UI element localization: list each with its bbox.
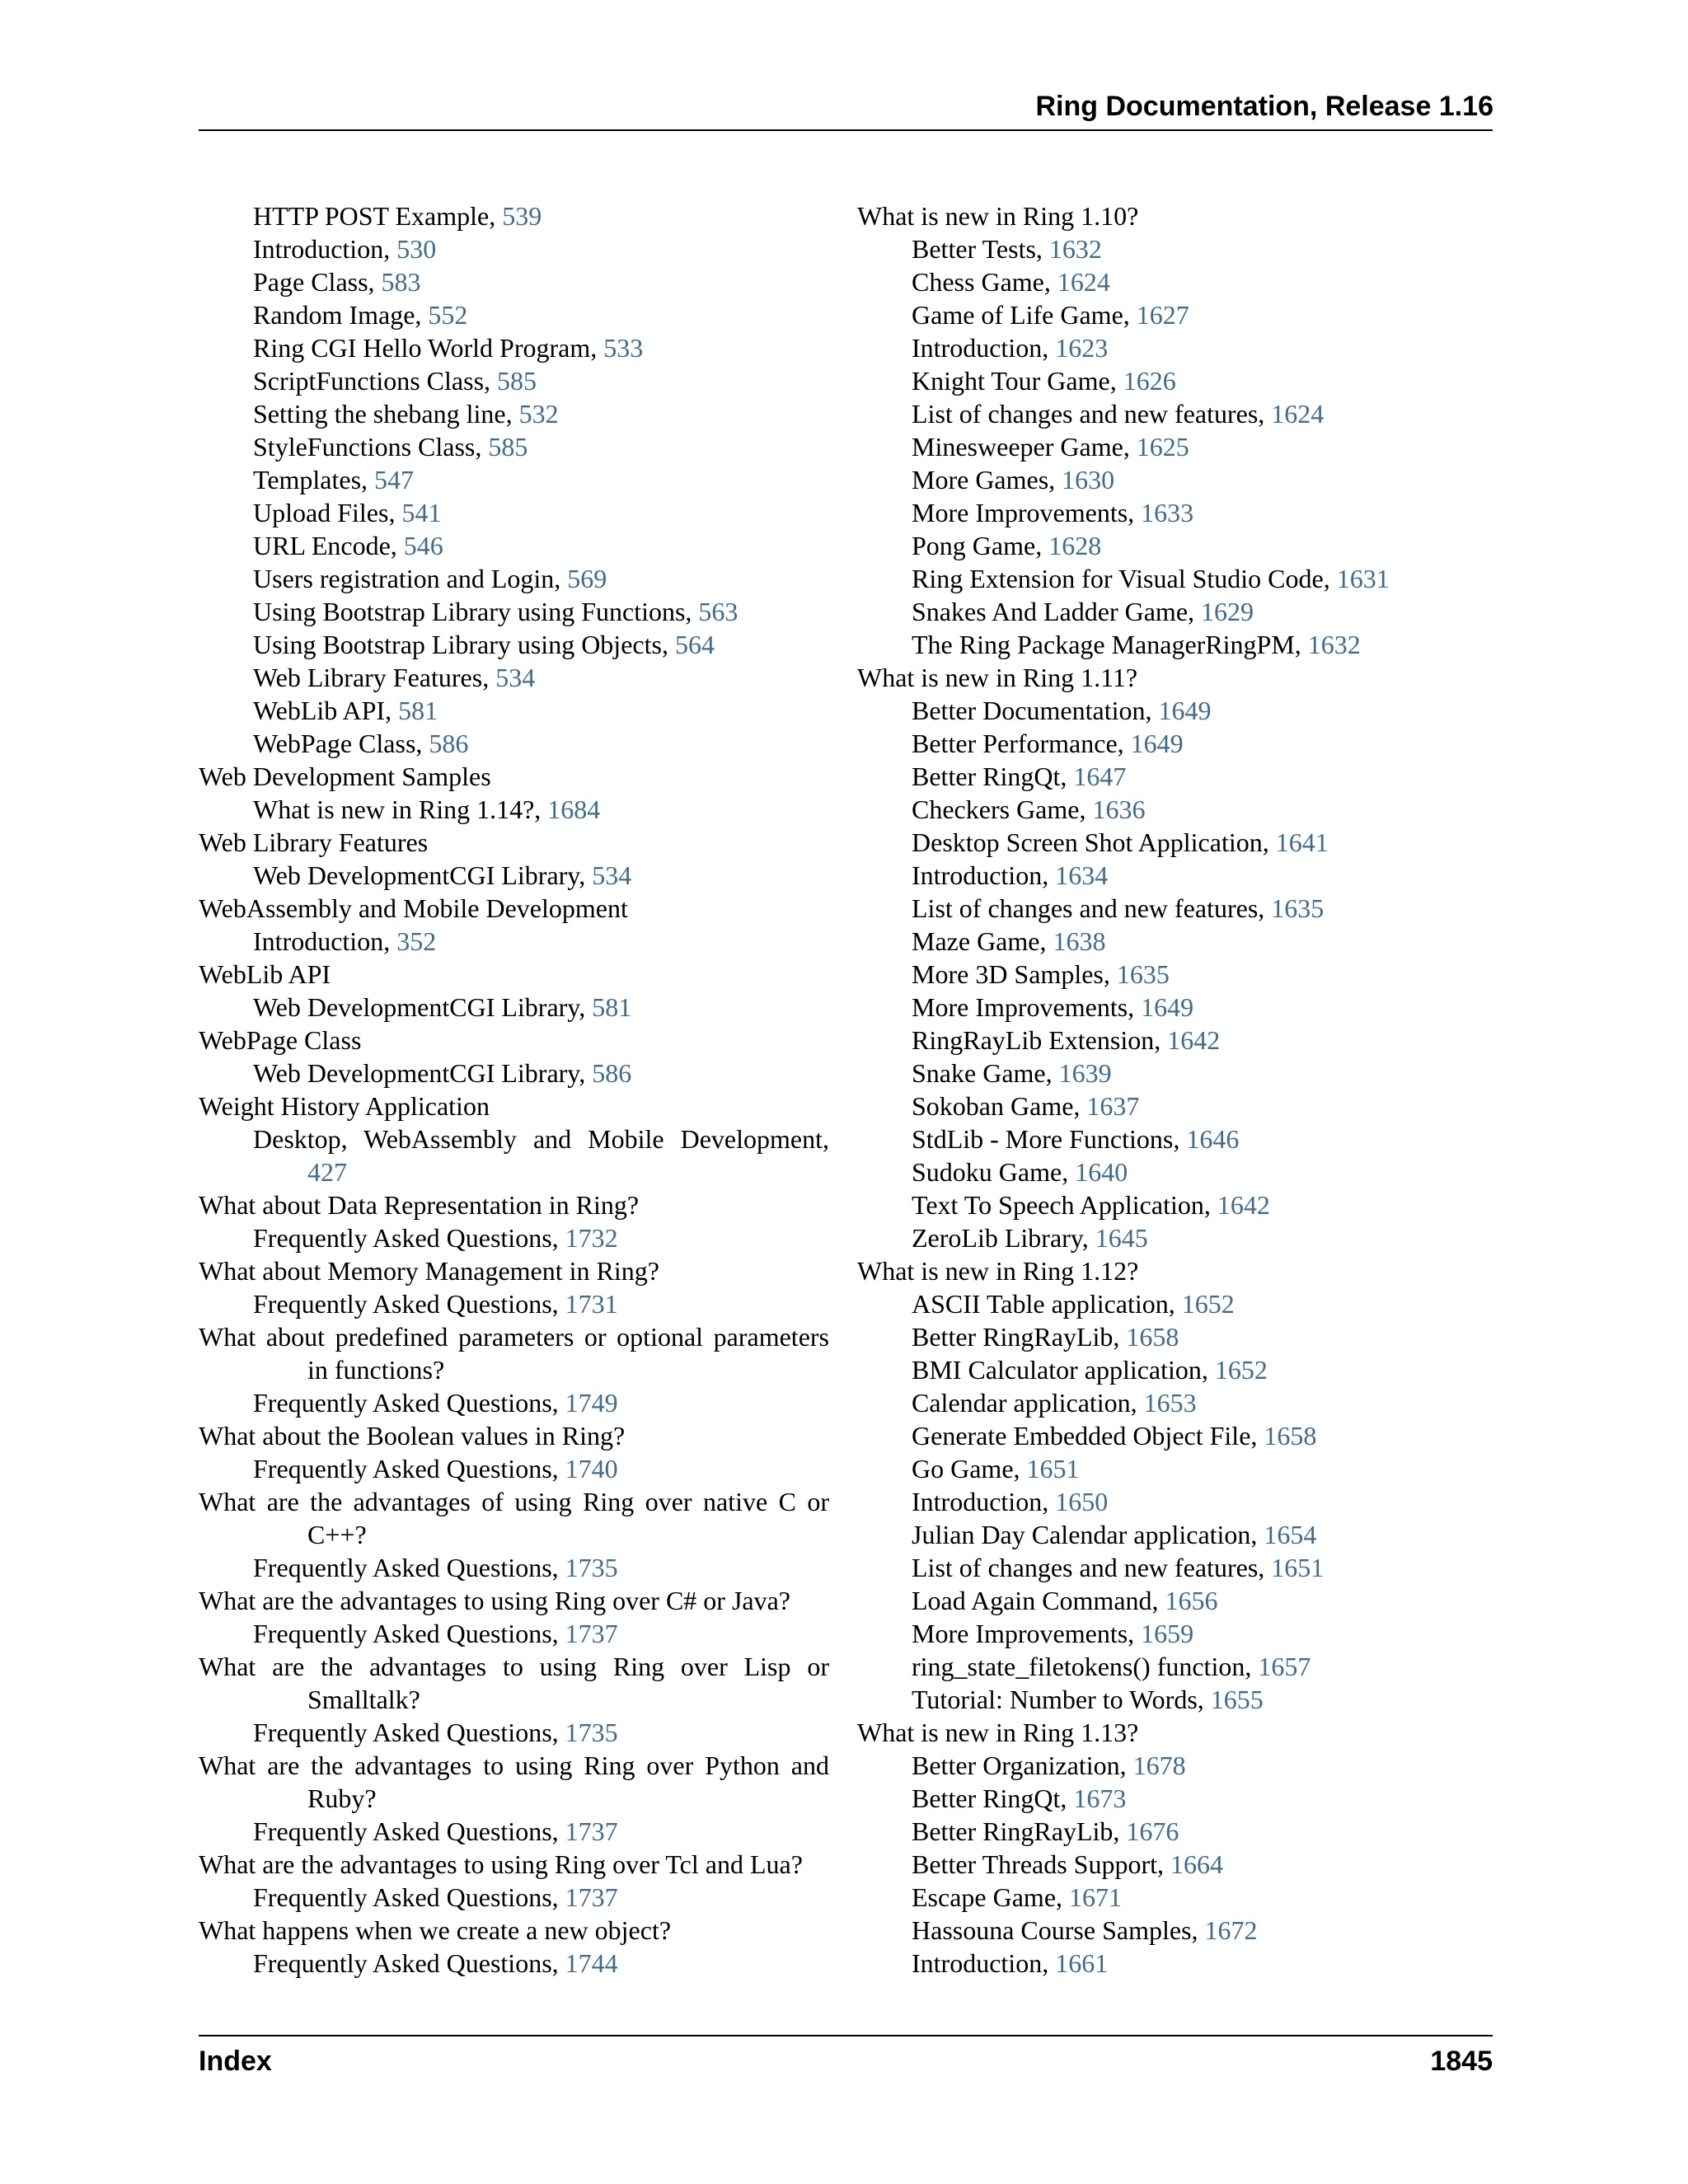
index-continuation: Ruby?	[307, 1783, 377, 1813]
index-subentry: Frequently Asked Questions, 1737	[253, 1816, 618, 1846]
page-link[interactable]: 1637	[1086, 1091, 1140, 1121]
index-entry: What is new in Ring 1.13?	[857, 1718, 1139, 1747]
index-subentry: Frequently Asked Questions, 1749	[253, 1388, 618, 1418]
index-entry: What is new in Ring 1.12?	[857, 1256, 1139, 1286]
index-entry: WebLib API	[199, 959, 331, 989]
footer-page-number: 1845	[1430, 2046, 1493, 2077]
page-link[interactable]: 530	[396, 234, 437, 264]
index-subentry: List of changes and new features, 1635	[912, 893, 1325, 923]
index-subentry: WebLib API, 581	[253, 696, 438, 725]
index-subentry: Game of Life Game, 1627	[912, 300, 1189, 330]
page-link[interactable]: 1672	[1204, 1915, 1258, 1945]
running-header: Ring Documentation, Release 1.16	[1035, 91, 1493, 122]
index-subentry: Text To Speech Application, 1642	[912, 1190, 1270, 1220]
index-subentry: List of changes and new features, 1651	[912, 1553, 1325, 1582]
index-subentry: ring_state_filetokens() function, 1657	[912, 1652, 1311, 1681]
page-link[interactable]: 1640	[1075, 1157, 1128, 1187]
page-link[interactable]: 1642	[1217, 1190, 1270, 1220]
page-link[interactable]: 585	[488, 432, 528, 462]
page-link[interactable]: 1656	[1165, 1586, 1218, 1615]
index-subentry: What is new in Ring 1.14?, 1684	[253, 794, 601, 824]
index-subentry: Page Class, 583	[253, 267, 421, 297]
index-continuation	[199, 1155, 829, 1188]
page-link[interactable]: 534	[495, 663, 536, 692]
index-subentry: Frequently Asked Questions, 1737	[253, 1619, 618, 1648]
page-link[interactable]: 581	[592, 992, 632, 1022]
index-subentry: Frequently Asked Questions, 1744	[253, 1948, 618, 1978]
page-link[interactable]: 1655	[1210, 1685, 1264, 1714]
page-link[interactable]: 1737	[565, 1882, 618, 1912]
page-link[interactable]: 1624	[1057, 267, 1110, 297]
page-link[interactable]: 1624	[1271, 399, 1325, 429]
index-subentry: Escape Game, 1671	[912, 1882, 1123, 1912]
index-subentry: URL Encode, 546	[253, 531, 443, 560]
page-link[interactable]: 585	[497, 366, 537, 396]
page-link[interactable]: 1740	[565, 1454, 618, 1483]
index-entry: What are the advantages of using Ring over native C or	[199, 1487, 829, 1516]
index-subentry: Web Library Features, 534	[253, 663, 536, 692]
page-link[interactable]: 1623	[1055, 333, 1109, 363]
page-link[interactable]: 1638	[1053, 926, 1106, 956]
index-column-right	[857, 199, 1493, 1980]
index-subentry: Checkers Game, 1636	[912, 794, 1146, 824]
index-continuation: C++?	[307, 1520, 367, 1549]
page-link[interactable]: 1636	[1092, 794, 1146, 824]
index-subentry: More Improvements, 1633	[912, 498, 1194, 527]
index-subentry: Knight Tour Game, 1626	[912, 366, 1176, 396]
index-subentry: Setting the shebang line, 532	[253, 399, 559, 429]
page-link[interactable]: 1630	[1062, 465, 1115, 494]
index-entry: What are the advantages to using Ring over Lisp or	[199, 1652, 829, 1681]
index-subentry: Web DevelopmentCGI Library, 534	[253, 860, 632, 890]
page-link[interactable]: 1633	[1141, 498, 1194, 527]
page-link[interactable]: 534	[592, 860, 632, 890]
index-subentry: Better Threads Support, 1664	[912, 1849, 1224, 1879]
index-entry: What about the Boolean values in Ring?	[199, 1421, 626, 1451]
index-entry: What are the advantages to using Ring over Tcl and Lua?	[199, 1849, 803, 1879]
index-subentry: BMI Calculator application, 1652	[912, 1355, 1268, 1385]
index-subentry: Tutorial: Number to Words, 1655	[912, 1685, 1264, 1714]
index-subentry: Users registration and Login, 569	[253, 564, 607, 593]
page-link[interactable]: 1664	[1170, 1849, 1224, 1879]
index-subentry: The Ring Package ManagerRingPM, 1632	[912, 630, 1361, 659]
index-continuation: in functions?	[307, 1355, 445, 1385]
page-link[interactable]: 1657	[1258, 1652, 1311, 1681]
index-subentry: Frequently Asked Questions, 1735	[253, 1718, 618, 1747]
index-entry: What about predefined parameters or optional parameters	[199, 1322, 829, 1352]
index-subentry: Snake Game, 1639	[912, 1058, 1112, 1088]
index-subentry: StyleFunctions Class, 585	[253, 432, 528, 462]
page-link[interactable]: 1634	[1055, 860, 1109, 890]
page-link[interactable]: 1646	[1186, 1124, 1240, 1154]
index-entry: What are the advantages to using Ring over Python and	[199, 1750, 829, 1780]
page-link[interactable]: 541	[401, 498, 442, 527]
page-link[interactable]: 1651	[1271, 1553, 1325, 1582]
index-subentry: Load Again Command, 1656	[912, 1586, 1218, 1615]
page-link[interactable]: 1649	[1130, 729, 1184, 758]
index-entry: WebAssembly and Mobile Development	[199, 893, 628, 923]
index-subentry: Better Tests, 1632	[912, 234, 1102, 264]
page-link[interactable]: 1645	[1095, 1223, 1148, 1253]
index-subentry: Better Documentation, 1649	[912, 696, 1212, 725]
index-subentry: Maze Game, 1638	[912, 926, 1106, 956]
index-subentry: Chess Game, 1624	[912, 267, 1110, 297]
index-subentry: ScriptFunctions Class, 585	[253, 366, 537, 396]
index-entry: What about Memory Management in Ring?	[199, 1256, 659, 1286]
page-link[interactable]: 563	[698, 597, 738, 626]
index-entry: Weight History Application	[199, 1091, 490, 1121]
page-link[interactable]: 1731	[565, 1289, 618, 1319]
index-entry: What is new in Ring 1.11?	[857, 663, 1138, 692]
page-link[interactable]: 1625	[1136, 432, 1189, 462]
page-link[interactable]: 1658	[1126, 1322, 1179, 1352]
page-link[interactable]: 1650	[1055, 1487, 1109, 1516]
index-entry: Web Library Features	[199, 827, 429, 857]
index-subentry: WebPage Class, 586	[253, 729, 469, 758]
page-link[interactable]: 1647	[1073, 762, 1127, 791]
page-link[interactable]: 564	[674, 630, 715, 659]
index-subentry: Minesweeper Game, 1625	[912, 432, 1189, 462]
index-subentry: StdLib - More Functions, 1646	[912, 1124, 1240, 1154]
index-subentry: Ring CGI Hello World Program, 533	[253, 333, 644, 363]
page-link[interactable]: 352	[396, 926, 437, 956]
index-subentry: Frequently Asked Questions, 1735	[253, 1553, 618, 1582]
index-subentry: Sokoban Game, 1637	[912, 1091, 1140, 1121]
page-link[interactable]: 1626	[1123, 366, 1176, 396]
page-link[interactable]: 1629	[1201, 597, 1254, 626]
page-link[interactable]: 1651	[1026, 1454, 1080, 1483]
page-link[interactable]: 1735	[565, 1553, 618, 1582]
index-subentry: Better Organization, 1678	[912, 1750, 1186, 1780]
index-subentry: HTTP POST Example, 539	[253, 201, 542, 231]
index-entry: What is new in Ring 1.10?	[857, 201, 1139, 231]
page-link[interactable]: 532	[518, 399, 559, 429]
index-subentry: Better RingRayLib, 1676	[912, 1816, 1179, 1846]
index-subentry: Using Bootstrap Library using Functions, 563	[253, 597, 738, 626]
page-link[interactable]: 1627	[1136, 300, 1189, 330]
page-link[interactable]: 586	[429, 729, 469, 758]
footer-section-label: Index	[199, 2046, 272, 2077]
page-link[interactable]: 1649	[1158, 696, 1212, 725]
index-subentry: Better RingQt, 1647	[912, 762, 1127, 791]
index-subentry: Introduction, 530	[253, 234, 437, 264]
page-link[interactable]: 1735	[565, 1718, 618, 1747]
page-link[interactable]: 1628	[1048, 531, 1102, 560]
page-link[interactable]: 1649	[1141, 992, 1194, 1022]
index-column-left	[199, 199, 829, 1980]
index-subentry: Upload Files, 541	[253, 498, 442, 527]
page-link[interactable]: 586	[592, 1058, 632, 1088]
index-subentry: Calendar application, 1653	[912, 1388, 1197, 1418]
page-link[interactable]: 1671	[1069, 1882, 1123, 1912]
index-entry: What are the advantages to using Ring over C# or Java?	[199, 1586, 790, 1615]
index-subentry: Using Bootstrap Library using Objects, 564	[253, 630, 715, 659]
page-link[interactable]: 581	[398, 696, 438, 725]
index-subentry: Julian Day Calendar application, 1654	[912, 1520, 1317, 1549]
index-subentry: Frequently Asked Questions, 1731	[253, 1289, 618, 1319]
page-link[interactable]: 1658	[1264, 1421, 1317, 1451]
index-subentry: Desktop, WebAssembly and Mobile Development,	[253, 1124, 829, 1154]
index-subentry: Pong Game, 1628	[912, 531, 1102, 560]
page-link[interactable]: 427	[307, 1157, 347, 1187]
index-entry: Web Development Samples	[199, 762, 491, 791]
index-subentry: Web DevelopmentCGI Library, 581	[253, 992, 632, 1022]
page-link[interactable]: 1635	[1271, 893, 1325, 923]
page-link[interactable]: 1653	[1143, 1388, 1197, 1418]
index-subentry: Introduction, 1623	[912, 333, 1109, 363]
page-link[interactable]: 1744	[565, 1948, 618, 1978]
index-subentry: Frequently Asked Questions, 1737	[253, 1882, 618, 1912]
page-link[interactable]: 1678	[1132, 1750, 1186, 1780]
page-link[interactable]: 583	[381, 267, 421, 297]
index-subentry: Introduction, 1661	[912, 1948, 1109, 1978]
index-subentry: Go Game, 1651	[912, 1454, 1080, 1483]
index-subentry: More Improvements, 1649	[912, 992, 1194, 1022]
index-subentry: ZeroLib Library, 1645	[912, 1223, 1148, 1253]
footer-rule	[199, 2035, 1493, 2036]
index-subentry: List of changes and new features, 1624	[912, 399, 1325, 429]
page-link[interactable]: 1652	[1214, 1355, 1268, 1385]
page-link[interactable]: 1737	[565, 1816, 618, 1846]
page-link[interactable]: 1737	[565, 1619, 618, 1648]
index-subentry: Better Performance, 1649	[912, 729, 1184, 758]
page-link[interactable]: 1659	[1141, 1619, 1194, 1648]
page-link[interactable]: 552	[428, 300, 468, 330]
index-subentry: More Improvements, 1659	[912, 1619, 1194, 1648]
index-subentry: Frequently Asked Questions, 1732	[253, 1223, 618, 1253]
index-subentry: More 3D Samples, 1635	[912, 959, 1170, 989]
page-link[interactable]: 1642	[1167, 1025, 1221, 1055]
index-subentry: Hassouna Course Samples, 1672	[912, 1915, 1258, 1945]
index-subentry: Web DevelopmentCGI Library, 586	[253, 1058, 632, 1088]
page-link[interactable]: 569	[567, 564, 607, 593]
page-link[interactable]: 1631	[1336, 564, 1390, 593]
page-link[interactable]: 1635	[1116, 959, 1170, 989]
page-link[interactable]: 1641	[1275, 827, 1329, 857]
index-subentry: Introduction, 352	[253, 926, 437, 956]
page-link[interactable]: 533	[603, 333, 644, 363]
page-link[interactable]: 1661	[1055, 1948, 1109, 1978]
page-link[interactable]: 546	[403, 531, 443, 560]
index-entry: WebPage Class	[199, 1025, 362, 1055]
page-link[interactable]: 1654	[1264, 1520, 1317, 1549]
index-entry: What happens when we create a new object?	[199, 1915, 672, 1945]
header-rule	[199, 129, 1493, 131]
page-link[interactable]: 1673	[1073, 1783, 1127, 1813]
index-subentry: RingRayLib Extension, 1642	[912, 1025, 1221, 1055]
index-subentry: Templates, 547	[253, 465, 415, 494]
page-link[interactable]: 1639	[1058, 1058, 1112, 1088]
page-link[interactable]: 1652	[1181, 1289, 1235, 1319]
index-subentry: Generate Embedded Object File, 1658	[912, 1421, 1317, 1451]
index-subentry: Ring Extension for Visual Studio Code, 1631	[912, 564, 1390, 593]
index-continuation: Smalltalk?	[307, 1685, 420, 1714]
index-subentry: Snakes And Ladder Game, 1629	[912, 597, 1254, 626]
page-link[interactable]: 1749	[565, 1388, 618, 1418]
index-subentry: Desktop Screen Shot Application, 1641	[912, 827, 1329, 857]
index-subentry: Better RingRayLib, 1658	[912, 1322, 1179, 1352]
page-link[interactable]: 547	[374, 465, 415, 494]
index-subentry: Sudoku Game, 1640	[912, 1157, 1128, 1187]
index-subentry: Introduction, 1650	[912, 1487, 1109, 1516]
index-subentry: ASCII Table application, 1652	[912, 1289, 1235, 1319]
page-link[interactable]: 1684	[547, 794, 601, 824]
page-link[interactable]: 1732	[565, 1223, 618, 1253]
index-subentry: More Games, 1630	[912, 465, 1115, 494]
page-link[interactable]: 1676	[1126, 1816, 1179, 1846]
page-link[interactable]: 1632	[1307, 630, 1361, 659]
index-subentry: Frequently Asked Questions, 1740	[253, 1454, 618, 1483]
index-entry: What about Data Representation in Ring?	[199, 1190, 640, 1220]
index-subentry: Random Image, 552	[253, 300, 468, 330]
index-subentry: Better RingQt, 1673	[912, 1783, 1127, 1813]
page-link[interactable]: 539	[502, 201, 542, 231]
page-link[interactable]: 1632	[1048, 234, 1102, 264]
index-subentry: Introduction, 1634	[912, 860, 1109, 890]
